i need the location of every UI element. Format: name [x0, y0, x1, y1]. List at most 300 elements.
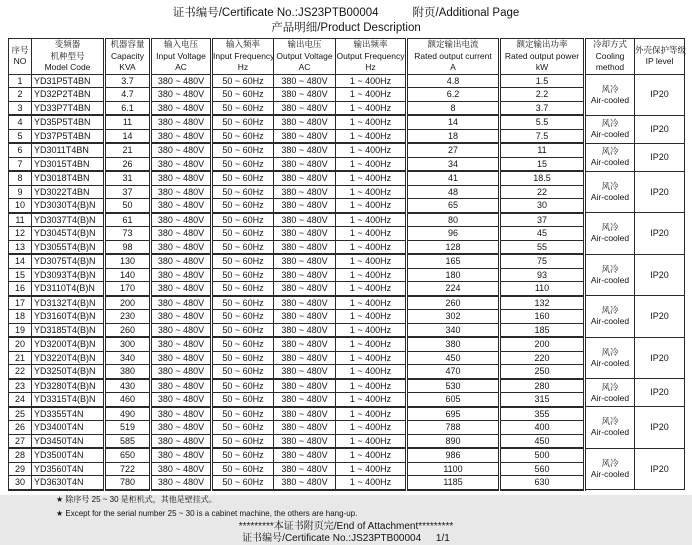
end-of-attachment-line: *********本证书附页完/End of Attachment*********	[238, 520, 454, 532]
cell-no: 19	[9, 323, 32, 337]
table-row	[9, 199, 685, 213]
cell-ip-level: IP20	[635, 407, 685, 449]
cell-model-code: YD3450T4N	[32, 434, 105, 448]
cell-capacity: 430	[105, 379, 151, 393]
cell-input-voltage: 380 ~ 480V	[151, 143, 212, 157]
cell-rated-output-power: 45	[500, 227, 585, 241]
cell-rated-output-power: 280	[500, 379, 585, 393]
cell-capacity: 21	[105, 143, 151, 157]
cell-output-frequency: 1 ~ 400Hz	[336, 282, 407, 296]
cell-input-frequency: 50 ~ 60Hz	[212, 337, 274, 351]
cell-input-voltage: 380 ~ 480V	[151, 434, 212, 448]
cell-cooling-method: 风冷 Air-cooled	[585, 296, 635, 338]
cell-capacity: 585	[105, 434, 151, 448]
cell-rated-output-current: 8	[407, 101, 500, 115]
additional-page-label: 附页/Additional Page	[412, 7, 520, 19]
cell-output-voltage: 380 ~ 480V	[274, 462, 336, 476]
col-header-ip-level: 外壳保护等级 IP level	[635, 39, 685, 75]
cell-capacity: 61	[105, 213, 151, 227]
cell-input-frequency: 50 ~ 60Hz	[212, 296, 274, 310]
cell-capacity: 490	[105, 407, 151, 421]
cell-rated-output-power: 500	[500, 448, 585, 462]
cell-input-voltage: 380 ~ 480V	[151, 421, 212, 435]
table-row	[9, 434, 685, 448]
cell-input-frequency: 50 ~ 60Hz	[212, 282, 274, 296]
cell-input-voltage: 380 ~ 480V	[151, 129, 212, 143]
col-header-output-voltage: 输出电压 Output Voltage AC	[274, 39, 336, 75]
cell-output-voltage: 380 ~ 480V	[274, 310, 336, 324]
cell-output-frequency: 1 ~ 400Hz	[336, 129, 407, 143]
cell-rated-output-current: 530	[407, 379, 500, 393]
cell-model-code: YD3011T4BN	[32, 143, 105, 157]
table-body	[9, 74, 685, 490]
col-header-rated-output-power: 额定输出功率 Rated output power kW	[500, 39, 585, 75]
table-row	[9, 282, 685, 296]
cell-input-voltage: 380 ~ 480V	[151, 157, 212, 171]
cell-rated-output-current: 4.8	[407, 74, 500, 88]
cell-input-voltage: 380 ~ 480V	[151, 379, 212, 393]
cell-capacity: 6.1	[105, 101, 151, 115]
cell-capacity: 519	[105, 421, 151, 435]
cell-ip-level: IP20	[635, 171, 685, 213]
cell-rated-output-current: 128	[407, 240, 500, 254]
cell-cooling-method: 风冷 Air-cooled	[585, 337, 635, 379]
table-row	[9, 462, 685, 476]
cell-rated-output-current: 470	[407, 365, 500, 379]
col-header-no: 序号 NO	[9, 39, 32, 75]
cell-no: 6	[9, 143, 32, 157]
cell-output-voltage: 380 ~ 480V	[274, 407, 336, 421]
cell-cooling-method: 风冷 Air-cooled	[585, 379, 635, 407]
cell-model-code: YD3220T4(B)N	[32, 351, 105, 365]
cell-output-voltage: 380 ~ 480V	[274, 282, 336, 296]
cell-output-frequency: 1 ~ 400Hz	[336, 213, 407, 227]
cell-input-frequency: 50 ~ 60Hz	[212, 365, 274, 379]
cell-output-frequency: 1 ~ 400Hz	[336, 379, 407, 393]
cell-output-frequency: 1 ~ 400Hz	[336, 88, 407, 102]
cell-model-code: YD37P5T4BN	[32, 129, 105, 143]
page-number: 1/1	[435, 532, 450, 544]
cell-no: 13	[9, 240, 32, 254]
cell-model-code: YD3093T4(B)N	[32, 268, 105, 282]
cell-rated-output-current: 180	[407, 268, 500, 282]
cell-capacity: 50	[105, 199, 151, 213]
cell-input-frequency: 50 ~ 60Hz	[212, 171, 274, 185]
cell-rated-output-power: 22	[500, 185, 585, 199]
cell-capacity: 780	[105, 476, 151, 490]
cell-input-voltage: 380 ~ 480V	[151, 185, 212, 199]
cell-input-frequency: 50 ~ 60Hz	[212, 268, 274, 282]
table-row	[9, 393, 685, 407]
cell-input-voltage: 380 ~ 480V	[151, 296, 212, 310]
col-header-input-voltage: 输入电压 Input Voltage AC	[151, 39, 212, 75]
cell-capacity: 460	[105, 393, 151, 407]
cell-rated-output-current: 890	[407, 434, 500, 448]
cell-output-frequency: 1 ~ 400Hz	[336, 310, 407, 324]
cell-output-voltage: 380 ~ 480V	[274, 323, 336, 337]
cell-ip-level: IP20	[635, 143, 685, 171]
cell-output-frequency: 1 ~ 400Hz	[336, 296, 407, 310]
cell-rated-output-power: 75	[500, 254, 585, 268]
cell-rated-output-current: 1100	[407, 462, 500, 476]
cell-output-voltage: 380 ~ 480V	[274, 351, 336, 365]
page-header	[0, 0, 692, 20]
table-row	[9, 323, 685, 337]
cell-output-voltage: 380 ~ 480V	[274, 448, 336, 462]
product-description-title: 产品明细/Product Description	[271, 22, 421, 34]
cell-cooling-method: 风冷 Air-cooled	[585, 115, 635, 143]
cell-capacity: 260	[105, 323, 151, 337]
cell-model-code: YD3018T4BN	[32, 171, 105, 185]
cell-output-voltage: 380 ~ 480V	[274, 101, 336, 115]
cell-rated-output-power: 2.2	[500, 88, 585, 102]
cell-capacity: 380	[105, 365, 151, 379]
cell-ip-level: IP20	[635, 337, 685, 379]
table-row	[9, 213, 685, 227]
cell-output-voltage: 380 ~ 480V	[274, 157, 336, 171]
cell-capacity: 340	[105, 351, 151, 365]
cell-output-voltage: 380 ~ 480V	[274, 337, 336, 351]
table-row	[9, 421, 685, 435]
cell-ip-level: IP20	[635, 254, 685, 296]
cell-input-frequency: 50 ~ 60Hz	[212, 74, 274, 88]
footer-certificate-line	[0, 533, 692, 545]
cell-model-code: YD31P5T4BN	[32, 74, 105, 88]
footer-certificate-number: 证书编号/Certificate No.:JS23PTB00004	[242, 532, 422, 544]
cell-output-voltage: 380 ~ 480V	[274, 143, 336, 157]
cell-output-voltage: 380 ~ 480V	[274, 379, 336, 393]
cell-input-voltage: 380 ~ 480V	[151, 171, 212, 185]
cell-output-frequency: 1 ~ 400Hz	[336, 462, 407, 476]
cell-no: 17	[9, 296, 32, 310]
cell-output-frequency: 1 ~ 400Hz	[336, 115, 407, 129]
cell-output-frequency: 1 ~ 400Hz	[336, 434, 407, 448]
cell-input-frequency: 50 ~ 60Hz	[212, 393, 274, 407]
cell-cooling-method: 风冷 Air-cooled	[585, 213, 635, 255]
cell-output-voltage: 380 ~ 480V	[274, 213, 336, 227]
cell-output-frequency: 1 ~ 400Hz	[336, 143, 407, 157]
cell-no: 22	[9, 365, 32, 379]
table-row	[9, 296, 685, 310]
cell-output-frequency: 1 ~ 400Hz	[336, 448, 407, 462]
cell-output-voltage: 380 ~ 480V	[274, 74, 336, 88]
product-description-table	[8, 38, 685, 491]
cell-capacity: 140	[105, 268, 151, 282]
cell-input-frequency: 50 ~ 60Hz	[212, 199, 274, 213]
cell-model-code: YD3560T4N	[32, 462, 105, 476]
cell-ip-level: IP20	[635, 74, 685, 115]
cell-rated-output-current: 14	[407, 115, 500, 129]
cell-cooling-method: 风冷 Air-cooled	[585, 171, 635, 213]
col-header-rated-output-current: 额定输出电流 Rated output current A	[407, 39, 500, 75]
cell-output-voltage: 380 ~ 480V	[274, 421, 336, 435]
cell-no: 4	[9, 115, 32, 129]
cell-capacity: 130	[105, 254, 151, 268]
cell-rated-output-current: 380	[407, 337, 500, 351]
cell-no: 24	[9, 393, 32, 407]
cell-input-voltage: 380 ~ 480V	[151, 407, 212, 421]
cell-no: 15	[9, 268, 32, 282]
cell-output-frequency: 1 ~ 400Hz	[336, 421, 407, 435]
cell-rated-output-current: 41	[407, 171, 500, 185]
cell-capacity: 37	[105, 185, 151, 199]
cell-rated-output-current: 986	[407, 448, 500, 462]
cell-input-frequency: 50 ~ 60Hz	[212, 227, 274, 241]
table-header	[9, 39, 685, 75]
cell-rated-output-power: 18.5	[500, 171, 585, 185]
cell-input-voltage: 380 ~ 480V	[151, 88, 212, 102]
cell-output-voltage: 380 ~ 480V	[274, 268, 336, 282]
cell-no: 28	[9, 448, 32, 462]
col-header-output-frequency: 输出频率 Output Frequency Hz	[336, 39, 405, 72]
table-row	[9, 476, 685, 490]
cell-input-voltage: 380 ~ 480V	[151, 323, 212, 337]
cell-ip-level: IP20	[635, 379, 685, 407]
cell-model-code: YD3500T4N	[32, 448, 105, 462]
cell-input-frequency: 50 ~ 60Hz	[212, 254, 274, 268]
col-header-cooling-method: 冷却方式 Cooling method	[585, 39, 635, 75]
cell-rated-output-current: 605	[407, 393, 500, 407]
cell-capacity: 200	[105, 296, 151, 310]
cell-capacity: 300	[105, 337, 151, 351]
cell-rated-output-current: 450	[407, 351, 500, 365]
cell-capacity: 26	[105, 157, 151, 171]
table-row	[9, 310, 685, 324]
cell-rated-output-power: 93	[500, 268, 585, 282]
cell-rated-output-power: 110	[500, 282, 585, 296]
cell-input-frequency: 50 ~ 60Hz	[212, 421, 274, 435]
cell-rated-output-power: 185	[500, 323, 585, 337]
cell-rated-output-power: 200	[500, 337, 585, 351]
cell-input-voltage: 380 ~ 480V	[151, 351, 212, 365]
table-row	[9, 365, 685, 379]
cell-model-code: YD33P7T4BN	[32, 101, 105, 115]
cell-input-voltage: 380 ~ 480V	[151, 227, 212, 241]
cell-input-voltage: 380 ~ 480V	[151, 74, 212, 88]
cell-input-voltage: 380 ~ 480V	[151, 268, 212, 282]
cell-no: 11	[9, 213, 32, 227]
footnote-english: ★ Except for the serial number 25 ~ 30 is a cabinet machine, the others are hang-up.	[56, 508, 358, 518]
cell-model-code: YD35P5T4BN	[32, 115, 105, 129]
cell-output-frequency: 1 ~ 400Hz	[336, 240, 407, 254]
cell-output-voltage: 380 ~ 480V	[274, 365, 336, 379]
cell-rated-output-current: 18	[407, 129, 500, 143]
cell-model-code: YD3055T4(B)N	[32, 240, 105, 254]
table-row	[9, 379, 685, 393]
cell-rated-output-power: 630	[500, 476, 585, 490]
cell-model-code: YD3015T4BN	[32, 157, 105, 171]
cell-input-frequency: 50 ~ 60Hz	[212, 157, 274, 171]
cell-capacity: 73	[105, 227, 151, 241]
cell-input-frequency: 50 ~ 60Hz	[212, 407, 274, 421]
cell-output-frequency: 1 ~ 400Hz	[336, 171, 407, 185]
table-row	[9, 185, 685, 199]
cell-rated-output-current: 96	[407, 227, 500, 241]
cell-input-voltage: 380 ~ 480V	[151, 115, 212, 129]
cell-cooling-method: 风冷 Air-cooled	[585, 143, 635, 171]
cell-output-voltage: 380 ~ 480V	[274, 115, 336, 129]
table-row	[9, 240, 685, 254]
cell-no: 21	[9, 351, 32, 365]
cell-output-frequency: 1 ~ 400Hz	[336, 199, 407, 213]
cell-cooling-method: 风冷 Air-cooled	[585, 448, 635, 490]
table-row	[9, 254, 685, 268]
cell-output-frequency: 1 ~ 400Hz	[336, 407, 407, 421]
cell-rated-output-power: 132	[500, 296, 585, 310]
cell-input-voltage: 380 ~ 480V	[151, 365, 212, 379]
table-row	[9, 337, 685, 351]
cell-no: 2	[9, 88, 32, 102]
cell-output-voltage: 380 ~ 480V	[274, 434, 336, 448]
cell-input-frequency: 50 ~ 60Hz	[212, 101, 274, 115]
footnote-chinese: ★ 除序号 25 ~ 30 是柜机式，其他是壁挂式。	[56, 494, 217, 504]
cell-output-frequency: 1 ~ 400Hz	[336, 351, 407, 365]
cell-output-voltage: 380 ~ 480V	[274, 129, 336, 143]
cell-output-voltage: 380 ~ 480V	[274, 185, 336, 199]
cell-input-voltage: 380 ~ 480V	[151, 393, 212, 407]
cell-no: 18	[9, 310, 32, 324]
cell-input-frequency: 50 ~ 60Hz	[212, 310, 274, 324]
cell-no: 5	[9, 129, 32, 143]
table-row	[9, 351, 685, 365]
cell-capacity: 14	[105, 129, 151, 143]
table-row	[9, 407, 685, 421]
table-row	[9, 171, 685, 185]
cell-rated-output-current: 340	[407, 323, 500, 337]
cell-input-voltage: 380 ~ 480V	[151, 101, 212, 115]
cell-input-frequency: 50 ~ 60Hz	[212, 448, 274, 462]
cell-output-frequency: 1 ~ 400Hz	[336, 101, 407, 115]
cell-rated-output-current: 34	[407, 157, 500, 171]
cell-input-frequency: 50 ~ 60Hz	[212, 323, 274, 337]
cell-rated-output-power: 5.5	[500, 115, 585, 129]
cell-model-code: YD3630T4N	[32, 476, 105, 490]
cell-input-frequency: 50 ~ 60Hz	[212, 462, 274, 476]
cell-model-code: YD3185T4(B)N	[32, 323, 105, 337]
cell-input-voltage: 380 ~ 480V	[151, 476, 212, 490]
cell-input-frequency: 50 ~ 60Hz	[212, 379, 274, 393]
cell-model-code: YD3315T4(B)N	[32, 393, 105, 407]
cell-output-voltage: 380 ~ 480V	[274, 171, 336, 185]
cell-capacity: 170	[105, 282, 151, 296]
cell-rated-output-current: 224	[407, 282, 500, 296]
cell-no: 8	[9, 171, 32, 185]
cell-output-voltage: 380 ~ 480V	[274, 227, 336, 241]
cell-output-frequency: 1 ~ 400Hz	[336, 185, 407, 199]
cell-rated-output-current: 6.2	[407, 88, 500, 102]
cell-rated-output-power: 30	[500, 199, 585, 213]
cell-input-voltage: 380 ~ 480V	[151, 337, 212, 351]
cell-rated-output-current: 1185	[407, 476, 500, 490]
cell-input-voltage: 380 ~ 480V	[151, 448, 212, 462]
cell-no: 27	[9, 434, 32, 448]
cell-capacity: 4.7	[105, 88, 151, 102]
cell-cooling-method: 风冷 Air-cooled	[585, 407, 635, 449]
cell-capacity: 3.7	[105, 74, 151, 88]
cell-input-frequency: 50 ~ 60Hz	[212, 434, 274, 448]
cell-rated-output-current: 80	[407, 213, 500, 227]
cell-input-voltage: 380 ~ 480V	[151, 462, 212, 476]
cell-rated-output-power: 355	[500, 407, 585, 421]
cell-rated-output-power: 55	[500, 240, 585, 254]
cell-output-voltage: 380 ~ 480V	[274, 240, 336, 254]
cell-model-code: YD3400T4N	[32, 421, 105, 435]
cell-no: 26	[9, 421, 32, 435]
cell-input-voltage: 380 ~ 480V	[151, 240, 212, 254]
cell-no: 30	[9, 476, 32, 490]
table-row	[9, 157, 685, 171]
cell-output-voltage: 380 ~ 480V	[274, 393, 336, 407]
cell-ip-level: IP20	[635, 115, 685, 143]
cell-capacity: 722	[105, 462, 151, 476]
cell-model-code: YD3110T4(B)N	[32, 282, 105, 296]
cell-no: 12	[9, 227, 32, 241]
cell-input-voltage: 380 ~ 480V	[151, 310, 212, 324]
cell-rated-output-current: 788	[407, 421, 500, 435]
cell-model-code: YD3045T4(B)N	[32, 227, 105, 241]
certificate-number-line: 证书编号/Certificate No.:JS23PTB00004	[172, 7, 379, 19]
cell-model-code: YD3022T4BN	[32, 185, 105, 199]
cell-output-voltage: 380 ~ 480V	[274, 254, 336, 268]
cell-output-voltage: 380 ~ 480V	[274, 199, 336, 213]
cell-no: 9	[9, 185, 32, 199]
cell-model-code: YD3280T4(B)N	[32, 379, 105, 393]
cell-rated-output-current: 260	[407, 296, 500, 310]
cell-rated-output-power: 160	[500, 310, 585, 324]
cell-model-code: YD3355T4N	[32, 407, 105, 421]
cell-input-frequency: 50 ~ 60Hz	[212, 115, 274, 129]
table-row	[9, 129, 685, 143]
cell-output-voltage: 380 ~ 480V	[274, 88, 336, 102]
cell-no: 25	[9, 407, 32, 421]
cell-ip-level: IP20	[635, 296, 685, 338]
cell-no: 1	[9, 74, 32, 88]
cell-rated-output-power: 400	[500, 421, 585, 435]
cell-input-voltage: 380 ~ 480V	[151, 282, 212, 296]
cell-input-frequency: 50 ~ 60Hz	[212, 213, 274, 227]
cell-input-frequency: 50 ~ 60Hz	[212, 240, 274, 254]
cell-rated-output-power: 7.5	[500, 129, 585, 143]
cell-input-voltage: 380 ~ 480V	[151, 254, 212, 268]
table-header-row	[9, 39, 685, 75]
cell-model-code: YD3030T4(B)N	[32, 199, 105, 213]
table-row	[9, 88, 685, 102]
cell-rated-output-power: 37	[500, 213, 585, 227]
cell-model-code: YD3075T4(B)N	[32, 254, 105, 268]
cell-cooling-method: 风冷 Air-cooled	[585, 74, 635, 115]
table-row	[9, 227, 685, 241]
cell-output-voltage: 380 ~ 480V	[274, 296, 336, 310]
cell-capacity: 31	[105, 171, 151, 185]
table-row	[9, 448, 685, 462]
cell-rated-output-power: 1.5	[500, 74, 585, 88]
col-header-input-frequency: 输入频率 Input Frequency Hz	[213, 39, 275, 72]
cell-output-frequency: 1 ~ 400Hz	[336, 74, 407, 88]
cell-no: 3	[9, 101, 32, 115]
cell-output-frequency: 1 ~ 400Hz	[336, 337, 407, 351]
cell-input-frequency: 50 ~ 60Hz	[212, 185, 274, 199]
cell-input-frequency: 50 ~ 60Hz	[212, 88, 274, 102]
cell-no: 16	[9, 282, 32, 296]
col-header-capacity: 机器容量 Capacity KVA	[105, 39, 151, 75]
cell-capacity: 650	[105, 448, 151, 462]
cell-model-code: YD32P2T4BN	[32, 88, 105, 102]
table-row	[9, 268, 685, 282]
cell-rated-output-power: 250	[500, 365, 585, 379]
cell-rated-output-power: 315	[500, 393, 585, 407]
table-row	[9, 115, 685, 129]
cell-output-frequency: 1 ~ 400Hz	[336, 268, 407, 282]
